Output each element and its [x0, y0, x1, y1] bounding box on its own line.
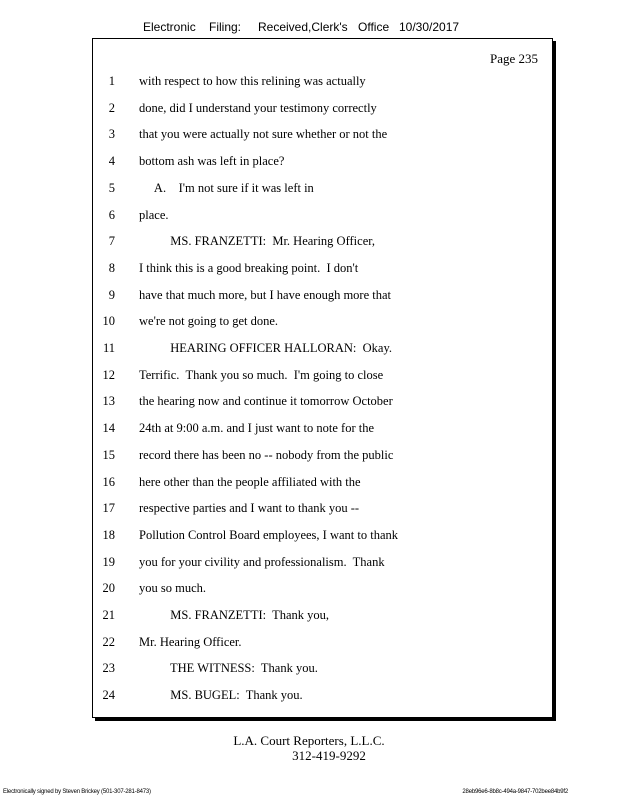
line-text: record there has been no -- nobody from the public	[139, 447, 394, 462]
line-number: 8	[108, 260, 115, 275]
line-number: 21	[102, 608, 115, 622]
transcript-line	[93, 607, 552, 634]
transcript-line	[93, 474, 552, 501]
filing-office: Office	[358, 20, 390, 34]
transcript-line	[93, 180, 552, 207]
line-text: Terrific. Thank you so much. I'm going to close	[139, 367, 384, 382]
line-text: THE WITNESS: Thank you.	[139, 661, 318, 676]
line-text: the hearing now and continue it tomorrow October	[139, 394, 393, 409]
filing-date: 10/30/2017	[399, 20, 460, 34]
line-number: 19	[102, 554, 115, 569]
transcript-line	[93, 527, 552, 554]
transcript-line	[93, 580, 552, 607]
line-number: 1	[108, 74, 115, 88]
line-text: respective parties and I want to thank you --	[139, 501, 360, 516]
reporter-company: L.A. Court Reporters, L.L.C.	[233, 733, 385, 748]
line-number: 11	[102, 341, 115, 355]
line-text: Mr. Hearing Officer.	[139, 634, 242, 649]
line-text: you so much.	[139, 581, 207, 596]
line-number: 22	[102, 634, 115, 649]
transcript-line	[93, 554, 552, 581]
page-number: Page 235	[489, 51, 538, 66]
line-number: 6	[108, 207, 115, 222]
transcript-line	[93, 660, 552, 687]
line-text: with respect to how this relining was actually	[139, 74, 366, 88]
line-text: MS. FRANZETTI: Mr. Hearing Officer,	[139, 234, 376, 249]
transcript-line	[93, 207, 552, 234]
transcript-page	[92, 38, 553, 718]
transcript-line	[93, 393, 552, 420]
line-number: 9	[108, 287, 115, 302]
line-number: 4	[108, 154, 115, 169]
line-number: 20	[102, 581, 115, 596]
line-text: MS. BUGEL: Thank you.	[139, 688, 303, 703]
line-text: done, did I understand your testimony correctly	[139, 100, 377, 115]
filing-electronic: Electronic	[143, 20, 196, 34]
document-hash: 28eb96e6-8b8c-494a-9847-702bee84b9f2	[462, 789, 568, 795]
electronic-signature: Electronically signed by Steven Brickey (501-307-281-8473)	[3, 789, 151, 795]
transcript-line	[93, 367, 552, 394]
transcript-line	[93, 420, 552, 447]
transcript-line	[93, 73, 552, 100]
transcript-line	[93, 500, 552, 527]
transcript-line	[93, 126, 552, 153]
line-number: 7	[108, 234, 115, 249]
line-number: 18	[102, 527, 115, 542]
footer	[0, 733, 618, 763]
line-number: 10	[102, 314, 115, 329]
line-text: that you were actually not sure whether or not the	[139, 127, 388, 142]
line-text: Pollution Control Board employees, I want to thank	[139, 527, 398, 542]
line-number: 16	[102, 474, 115, 489]
line-text: we're not going to get done.	[139, 314, 279, 329]
line-number: 24	[102, 688, 115, 703]
line-number: 12	[102, 367, 115, 382]
line-text: I think this is a good breaking point. I don't	[139, 260, 359, 275]
transcript-line	[93, 634, 552, 661]
line-text: here other than the people affiliated with the	[139, 474, 361, 489]
line-text: bottom ash was left in place?	[139, 154, 285, 169]
transcript-line	[93, 340, 552, 367]
transcript-line	[93, 687, 552, 714]
filing-label: Filing:	[209, 20, 242, 34]
reporter-phone: 312-419-9292	[292, 748, 366, 763]
line-number: 5	[108, 180, 115, 195]
transcript-line	[93, 287, 552, 314]
line-text: you for your civility and professionalism. Thank	[139, 554, 385, 569]
transcript-line	[93, 233, 552, 260]
transcript-line	[93, 100, 552, 127]
transcript-line	[93, 153, 552, 180]
line-number: 23	[102, 661, 115, 676]
line-text: place.	[139, 207, 169, 222]
line-text: A. I'm not sure if it was left in	[139, 180, 314, 195]
transcript-line	[93, 447, 552, 474]
transcript-line	[93, 260, 552, 287]
line-text: MS. FRANZETTI: Thank you,	[139, 608, 330, 622]
line-text: have that much more, but I have enough more that	[139, 287, 392, 302]
filing-received: Received,Clerk's	[258, 20, 348, 34]
line-number: 17	[102, 501, 115, 516]
line-number: 14	[102, 421, 115, 436]
transcript-line	[93, 313, 552, 340]
line-number: 13	[102, 394, 115, 409]
line-number: 15	[102, 447, 115, 462]
line-text: 24th at 9:00 a.m. and I just want to note for the	[139, 421, 375, 436]
line-number: 2	[108, 100, 115, 115]
line-number: 3	[108, 127, 115, 142]
line-text: HEARING OFFICER HALLORAN: Okay.	[139, 341, 393, 355]
